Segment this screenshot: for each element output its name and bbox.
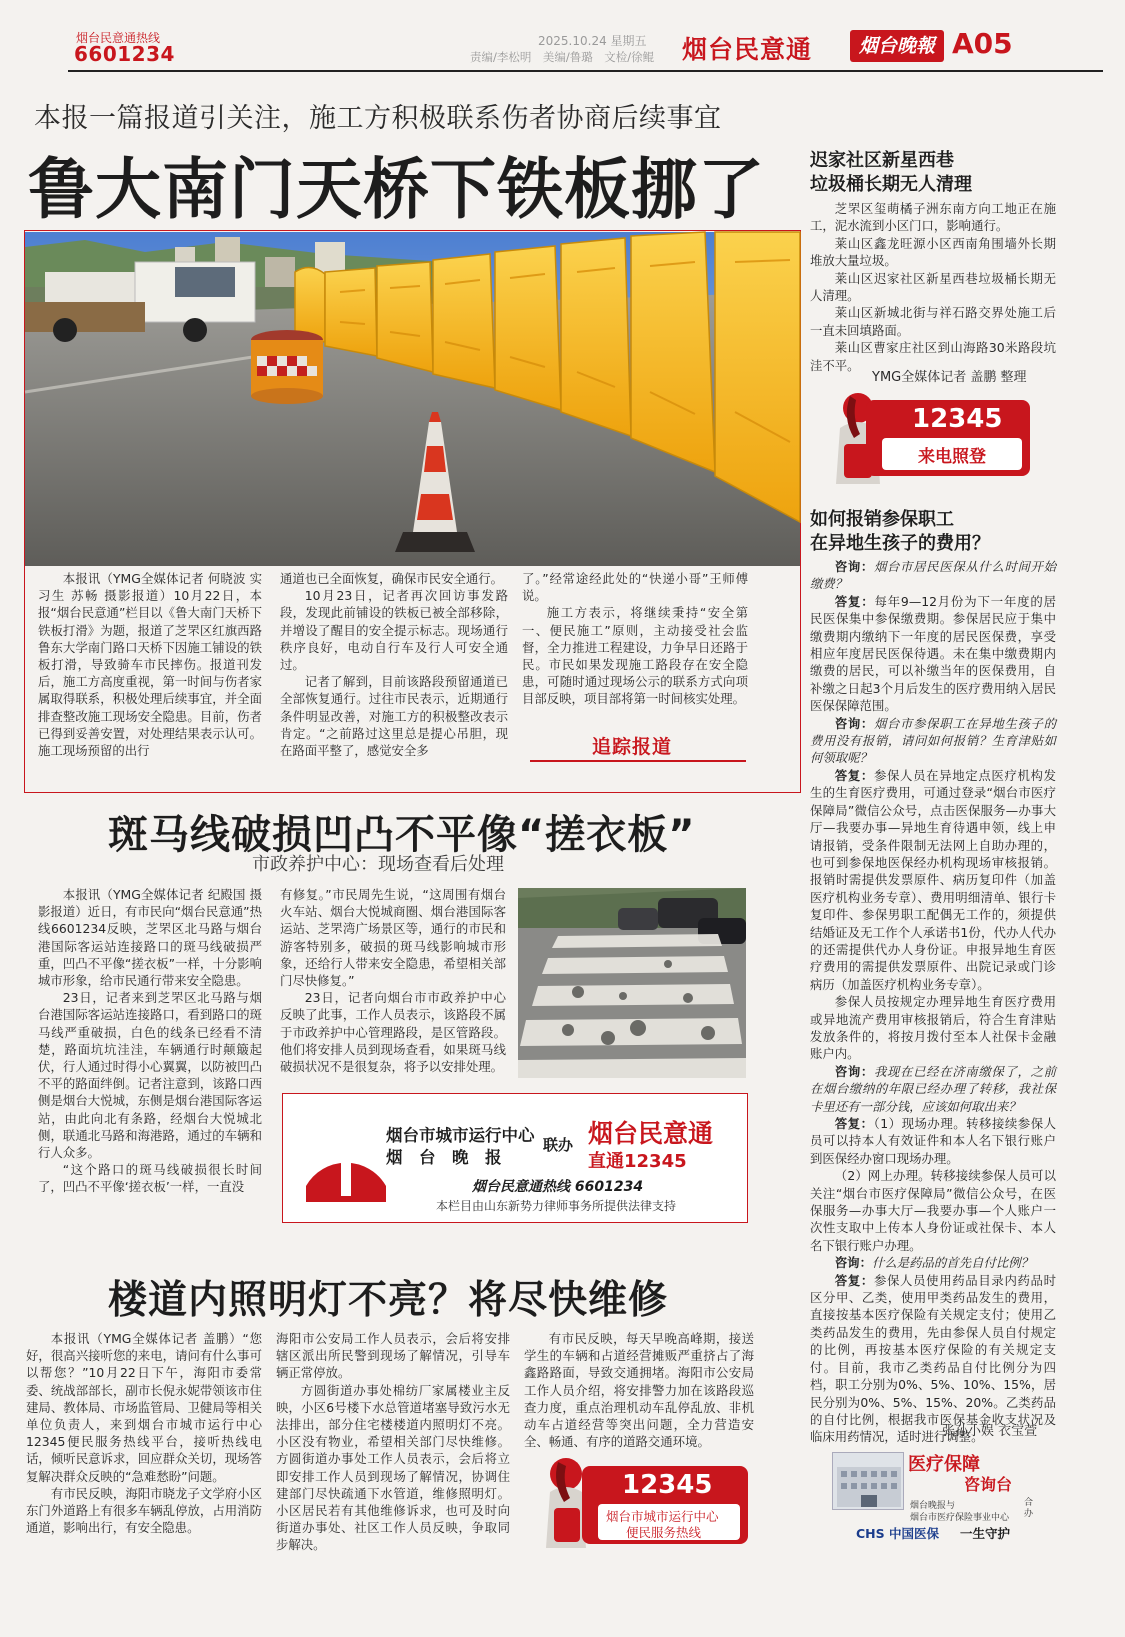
sidebar1-item: 莱山区曹家庄社区到山海路30米路段坑洼不平。	[810, 340, 1056, 373]
story1-tag: 追踪报道	[592, 736, 673, 758]
qa-text: （2）网上办理。转移接续参保人员可以关注“烟台市医疗保障局”微信公众号，在医保服务—办事大厅—我要办事—个人账户一次性支取中上传本人身份证或社保卡、本人名下银行账户办理。	[810, 1168, 1056, 1253]
sidebar1-item: 芝罘区玺萌橘子洲东南方向工地正在施工，泥水流到小区门口，影响通行。	[810, 201, 1056, 234]
sidebar1-title2: 垃圾桶长期无人清理	[810, 174, 972, 195]
sidebar1-badge-label: 来电照登	[918, 447, 986, 467]
story1-para: 记者了解到，目前该路段预留通道已全部恢复通行。过往市民表示，近期通行条件明显改善，对施工方的积极整改表示肯定。“之前路过这里总是提心吊胆，现在路面平整了，感觉安全多	[280, 674, 508, 759]
story3-para: 有市民反映，海阳市晓龙子文学府小区东门外道路上有很多车辆乱停放，占用消防通道，影响出行，有安全隐患。	[26, 1485, 262, 1536]
qa-text: 我现在已经在济南缴保了，之前在烟台缴纳的年限已经办理了转移，我社保卡里还有一部分钱，应该如何取出来？	[810, 1063, 1057, 1114]
hotline-label: 烟台民意通热线	[76, 31, 161, 45]
story2-para: “这个路口的斑马线破损很长时间了，凹凸不平像‘搓衣板’一样，一直没	[38, 1162, 262, 1195]
bottom-badge-line1: 烟台市城市运行中心	[606, 1509, 719, 1524]
story1-para: 施工方表示，将继续秉持“安全第一、便民施工”原则，主动接受社会监督，全力推进工程建设，力争早日还路于民。市民如果发现施工路段存在安全隐患，可随时通过现场公示的联系方式向项目部反映，项目部将第一时间核实处理。	[522, 605, 748, 707]
issue-date: 2025.10.24 星期五	[538, 34, 647, 48]
paper-logo	[850, 30, 944, 62]
qa-block	[810, 1254, 1056, 1271]
story1-col1	[38, 570, 262, 786]
masthead-rule	[68, 70, 1103, 72]
story1-tag-rule	[530, 760, 746, 762]
emblem-icon	[300, 1106, 392, 1206]
logo-joint: 合办	[1024, 1498, 1034, 1519]
logo-brand: CHS 中国医保	[856, 1526, 939, 1541]
sidebar1-12345-badge	[866, 400, 1030, 476]
qa-block	[810, 715, 1056, 767]
section-name: 烟台民意通	[682, 35, 813, 64]
qa-label: 咨询：	[834, 1063, 874, 1079]
banner-joint: 联办	[543, 1136, 574, 1154]
sidebar2-credit: 张孙小娱 衣宝萱	[942, 1424, 1038, 1439]
banner-legal: 本栏目由山东新势力律师事务所提供法律支持	[436, 1199, 677, 1213]
sidebar1-title1: 迟家社区新星西巷	[810, 150, 954, 171]
qa-block	[810, 993, 1056, 1063]
story2-col1	[38, 886, 262, 1222]
qa-text: 什么是药品的首先自付比例？	[871, 1255, 1034, 1271]
sidebar2-title1: 如何报销参保职工	[810, 509, 954, 530]
story3-title: 楼道内照明灯不亮？将尽快维修	[108, 1278, 669, 1323]
story3-para: 海阳市公安局工作人员表示，会后将安排辖区派出所民警到现场了解情况，引导车辆正常停放。	[276, 1331, 510, 1381]
story3-col2	[276, 1330, 510, 1630]
story1-para: 通道也已全面恢复，确保市民安全通行。	[280, 571, 504, 586]
qa-block	[810, 558, 1056, 593]
sidebar1-item: 莱山区迟家社区新星西巷垃圾桶长期无人清理。	[810, 270, 1056, 304]
qa-text: 参保人员按规定办理异地生育医疗费用或异地流产费用审核报销后，符合生育津贴发放条件的，将按月拨付至本人社保卡金融账户内。	[810, 994, 1056, 1062]
banner-hotline: 烟台民意通热线 6601234	[472, 1179, 644, 1195]
paper-logo-text: 烟台晚報	[858, 35, 935, 57]
story3-para: 有市民反映，每天早晚高峰期，接送学生的车辆和占道经营摊贩严重挤占了海鑫路路面，导致交通拥堵。海阳市公安局工作人员介绍，将安排警力加在该路段巡查力度，重点治理机动车乱停乱放、非机动车占道经营等突出问题，全力营造安全、畅通、有序的道路交通环境。	[524, 1331, 754, 1450]
hotline-number: 6601234	[74, 42, 175, 66]
banner-line2: 烟 台 晚 报	[386, 1148, 502, 1167]
qa-text: 参保人员使用药品目录内药品时区分甲、乙类，使用甲类药品发生的费用，直接按基本医疗保险有关规定支付；使用乙类药品发生的费用，先由参保人员自付规定的比例，再按基本医疗保险的有关规定支付。目前，我市乙类药品自付比例分为四档，职工分别为0%、5%、10%、15%，居民分别为0%、5%、15%、20%。乙类药品的自付比例，根据我市医保基金收支状况及临床用药情况，适时进行调整。	[810, 1272, 1057, 1445]
qa-text: 参保人员在异地定点医疗机构发生的生育医疗费用，可通过登录“烟台市医疗保障局”微信公众号，点击医保服务—办事大厅—我要办事—异地生育待遇申领，线上申请报销，受条件限制无法网上自助办理的，也可到参保地医保经办机构现场审核报销。报销时需提供发票原件、病历复印件（加盖医疗机构业务专章）、费用明细清单、银行卡复印件、参保男职工配偶无工作的，须提供结婚证及无工作个人承诺书1份，代办人代办的还需提供代办人身份证。申报异地生育医疗费用的需提供发票原件、出院记录或门诊病历（加盖医疗机构业务专章）。	[810, 767, 1057, 992]
qa-label: 答复：	[834, 593, 875, 609]
story2-title: 斑马线破损凹凸不平像“搓衣板”	[108, 812, 696, 858]
story1-para: 10月23日，记者再次回访事发路段，发现此前铺设的铁板已被全部移除，并增设了醒目的安全提示标志。现场通行秩序良好，电动自行车及行人可安全通过。	[280, 588, 508, 673]
logo-title: 医疗保障	[908, 1454, 980, 1475]
banner-emblem	[300, 1106, 392, 1206]
story2-subtitle: 市政养护中心：现场查看后处理	[252, 854, 504, 875]
story1-kicker: 本报一篇报道引关注，施工方积极联系伤者协商后续事宜	[34, 103, 722, 134]
qa-block	[810, 593, 1056, 715]
story1-col3	[522, 570, 748, 720]
sidebar1-item: 莱山区新城北街与祥石路交界处施工后一直未回填路面。	[810, 305, 1056, 338]
story3-para: 方圆街道办事处棉纺厂家属楼业主反映，小区6号楼下水总管道堵塞导致污水无法排出，部分住宅楼楼道内照明灯不亮。小区没有物业，希望相关部门尽快维修。方圆街道办事处工作人员表示，会后将立即安排工作人员到现场了解情况，协调住建部门尽快疏通下水管道，维修照明灯。小区居民若有其他维修诉求，也可及时向街道办事处、社区工作人员反映，争取同步解决。	[276, 1382, 510, 1553]
editors-credit: 责编/李松明 美编/鲁璐 文检/徐鲲	[470, 50, 655, 64]
story2-col2	[280, 886, 506, 1082]
logo-sub: 咨询台	[964, 1475, 1013, 1494]
story2-para: 23日，记者来到芝罘区北马路与烟台港国际客运站连接路口，看到路口的斑马线严重破损，白色的线条已经看不清楚，路面坑坑洼洼，车辆通行时颠簸起伏，行人通过时得小心翼翼，以防被凹凸不平的路面绊倒。记者注意到，该路口西侧是烟台大悦城，东侧是烟台港国际客运站，由此向北有条路，经烟台大悦城北侧，联通北马路和海港路，通过的车辆和行人众多。	[38, 990, 262, 1161]
hospital-building-icon	[832, 1452, 904, 1510]
banner-direct: 直通12345	[588, 1151, 687, 1172]
story1-col2	[280, 570, 508, 786]
qa-label: 咨询：	[834, 1255, 872, 1271]
qa-text: 烟台市参保职工在异地生孩子的费用没有报销，请问如何报销？生育津贴如何领取呢？	[810, 715, 1057, 766]
story3-para: 本报讯（YMG全媒体记者 盖鹏）“您好，很高兴接听您的来电，请问有什么事可以帮您？”10月22日下午，海阳市委常委、统战部部长，副市长倪永妮带领该市住建局、教体局、市场监管局、卫健局等相关单位负责人，来到烟台市城市运行中心12345便民服务热线平台，接听热线电话，倾听民意诉求，回应群众关切，现场答复解决群众反映的“急难愁盼”问题。	[26, 1331, 262, 1484]
story1-photo-drawing	[25, 232, 800, 566]
qa-text: 烟台市居民医保从什么时间开始缴费？	[810, 559, 1057, 592]
building-drawing	[833, 1453, 905, 1511]
story1-photo	[25, 232, 800, 566]
qa-block	[810, 1167, 1056, 1254]
qa-label: 答复：	[834, 1116, 874, 1131]
story2-photo-drawing	[518, 888, 746, 1078]
qa-block	[810, 1063, 1056, 1115]
page-number: A05	[952, 27, 1013, 60]
banner-brand: 烟台民意通	[588, 1119, 714, 1148]
sidebar2-title2: 在异地生孩子的费用？	[810, 533, 990, 554]
sidebar1-body	[810, 200, 1056, 374]
story3-col3	[524, 1330, 754, 1450]
qa-label: 答复：	[834, 767, 874, 783]
story1-para: 本报讯（YMG全媒体记者 何晓波 实习生 苏畅 摄影报道）10月22日，本报“烟台民意通”栏目以《鲁大南门天桥下铁板打滑》为题，报道了芝罘区红旗西路鲁东大学南门路口天桥下因施工铺设的铁板打滑，导致骑车市民摔伤。报道刊发后，施工方高度重视，第一时间与伤者家属取得联系，积极处理后续事宜，并全面排查整改施工现场安全隐患。目前，伤者已得到妥善安置，对处理结果表示认可。施工现场预留的出行	[38, 571, 262, 759]
qa-block	[810, 767, 1056, 993]
sidebar1-item: 莱山区鑫龙旺源小区西南角围墙外长期堆放大量垃圾。	[810, 235, 1056, 269]
story1-title: 鲁大南门天桥下铁板挪了	[28, 151, 765, 228]
story1-para: 了。”经常途经此处的“快递小哥”王师傅说。	[522, 571, 748, 604]
sidebar1-credit: YMG全媒体记者 盖鹏 整理	[872, 370, 1027, 385]
logo-org1: 烟台晚报与	[910, 1501, 956, 1511]
logo-slogan: 一生守护	[960, 1526, 1011, 1541]
qa-label: 咨询：	[834, 559, 874, 574]
qa-text: 每年9—12月份为下一年度的居民医保集中参保缴费期。参保居民应于集中缴费期内缴纳下一年度的居民医保费，享受相应年度居民医保待遇。未在集中缴费期内缴费的居民，可以补缴当年的医保费用，自补缴之日起3个月后发生的医疗费用纳入居民医保保障范围。	[810, 593, 1057, 714]
story2-para: 有修复。”市民周先生说，“这周围有烟台火车站、烟台大悦城商圈、烟台港国际客运站、芝罘湾广场景区等，通行的市民和游客特别多，破损的斑马线影响城市形象，还给行人带来安全隐患，希望相关部门尽快修复。”	[280, 887, 506, 989]
qa-label: 咨询：	[834, 715, 874, 731]
story3-col1	[26, 1330, 262, 1630]
medical-logo	[828, 1446, 1056, 1542]
sidebar1-badge-number: 12345	[912, 404, 1003, 434]
qa-label: 答复：	[834, 1272, 874, 1288]
bottom-badge-number: 12345	[622, 1470, 713, 1500]
story2-para: 本报讯（YMG全媒体记者 纪殿国 摄影报道）近日，有市民向“烟台民意通”热线6601234反映，芝罘区北马路与烟台港国际客运站连接路口的斑马线破损严重，凹凸不平像“搓衣板”一样，十分影响城市形象，给市民通行带来安全隐患。	[38, 887, 262, 989]
banner-line1: 烟台市城市运行中心	[386, 1126, 535, 1145]
story2-para: 23日，记者向烟台市市政养护中心反映了此事，工作人员表示，该路段不属于市政养护中心管理路段，是区管路段。他们将安排人员到现场查看，如果斑马线破损状况不是很复杂，将予以安排处理。	[280, 990, 506, 1075]
bottom-badge-line2: 便民服务热线	[626, 1525, 702, 1540]
qa-block	[810, 1115, 1056, 1167]
bottom-12345-badge	[582, 1466, 748, 1544]
qa-text: （1）现场办理。转移接续参保人员可以持本人有效证件和本人名下银行账户到医保经办窗口现场办理。	[810, 1116, 1057, 1166]
masthead	[0, 0, 1125, 75]
logo-org2: 烟台市医疗保险事业中心	[910, 1513, 1010, 1523]
story2-photo	[518, 888, 746, 1078]
